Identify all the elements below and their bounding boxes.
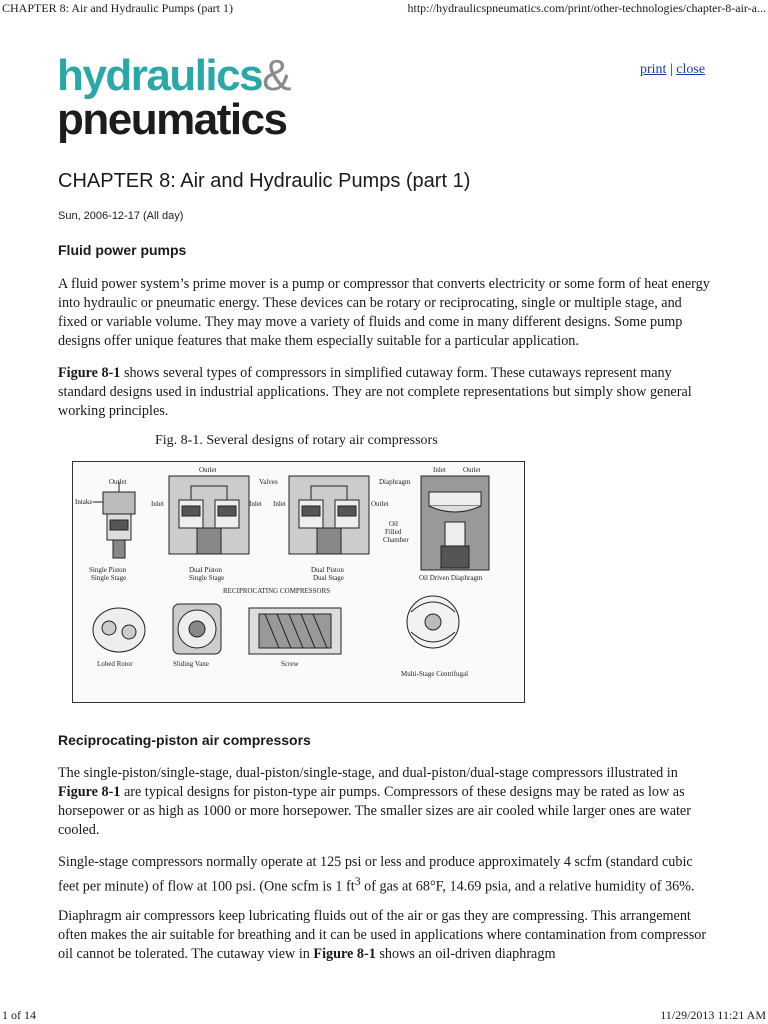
section-heading-fluid-power: Fluid power pumps — [58, 242, 187, 258]
action-separator: | — [669, 62, 673, 77]
label-reciprocating-compressors: RECIPROCATING COMPRESSORS — [223, 587, 331, 595]
label-oil: Oil — [389, 520, 398, 528]
logo-line-2: pneumatics — [57, 95, 287, 144]
sliding-vane — [173, 604, 221, 654]
screw-compressor — [249, 608, 341, 654]
figure-ref: Figure 8-1 — [313, 946, 376, 962]
paragraph-2: Figure 8-1 shows several types of compressors in simplified cutaway form. These cutaways represent many standard designs used in industrial applications. They are not complete representations but simply show general working principles. — [58, 365, 692, 419]
label-sliding-vane: Sliding Vane — [173, 660, 209, 668]
label-multistage-centrifugal: Multi-Stage Centrifugal — [401, 670, 469, 678]
page-actions — [640, 62, 705, 78]
figure-caption: Fig. 8-1. Several designs of rotary air compressors — [155, 433, 438, 448]
label-diaphragm: Diaphragm — [379, 478, 411, 486]
close-link[interactable]: close — [676, 62, 706, 77]
figure-8-1 — [72, 461, 525, 703]
article-date: Sun, 2006-12-17 (All day) — [58, 210, 184, 222]
page-count: 1 of 14 — [2, 1008, 36, 1022]
dual-piston-single-stage — [169, 476, 249, 554]
paragraph-4: Single-stage compressors normally operate at 125 psi or less and produce approximately 4 scfm (standard cubic feet per minute) of flow at 100 psi. (One scfm is 1 $ft^3$ of gas at 68°F, 14.69 psia, and a relative humidity of 36%. — [58, 854, 695, 895]
multistage-centrifugal — [407, 596, 459, 648]
logo-ampersand: & — [262, 51, 290, 100]
figure-ref: Figure 8-1 — [58, 365, 121, 381]
label-screw: Screw — [281, 660, 299, 668]
paragraph-1: A fluid power system’s prime mover is a pump or compressor that converts electricity or some form of heat energy into hydraulic or pneumatic energy. These devices can be rotary or reciprocating, single or multiple stage, and fixed or variable volume. They may move a variety of fluids and come in many different designs. Some pump designs offer unique features that make them especially suitable for a particular application. — [58, 276, 710, 349]
label-single-stage-1: Single Stage — [91, 574, 127, 582]
print-header — [0, 0, 768, 16]
label-inlet-2b: Inlet — [249, 500, 262, 508]
article-title: CHAPTER 8: Air and Hydraulic Pumps (part 1) — [58, 170, 471, 192]
dual-piston-dual-stage — [289, 476, 369, 554]
print-footer — [0, 1006, 768, 1024]
label-lobed-rotor: Lobed Rotor — [97, 660, 133, 668]
section-heading-reciprocating: Reciprocating-piston air compressors — [58, 732, 311, 748]
print-datetime: 11/29/2013 11:21 AM — [660, 1008, 766, 1022]
label-outlet-3: Outlet — [371, 500, 389, 508]
logo-line-1: hydraulics& — [57, 51, 290, 100]
label-outlet-4: Outlet — [463, 466, 481, 474]
label-intake: Intake — [75, 498, 93, 506]
label-inlet-4: Inlet — [433, 466, 446, 474]
page-url: http://hydraulicspneumatics.com/print/other-technologies/chapter-8-air-a... — [407, 1, 766, 15]
figure-ref: Figure 8-1 — [58, 784, 121, 800]
label-dual-stage: Dual Stage — [313, 574, 344, 582]
paragraph-5: Diaphragm air compressors keep lubricating fluids out of the air or gas they are compressing. This arrangement often makes the air suitable for breathing and it can be used in applications where contamination from compressor oil cannot be tolerated. The cutaway view in Figure 8-1 shows an oil-driven diaphragm — [58, 908, 707, 962]
label-dual-piston-2: Dual Piston — [311, 566, 344, 574]
paragraph-3: The single-piston/single-stage, dual-piston/single-stage, and dual-piston/dual-stage compressors illustrated in Figure 8-1 are typical designs for piston-type air pumps. Compressors of these designs may be rated as low as horsepower or as high as 1000 or more horsepower. The smaller sizes are air cooled while larger ones are water cooled. — [58, 765, 691, 838]
label-filled: Filled — [385, 528, 402, 536]
label-single-stage-2: Single Stage — [189, 574, 225, 582]
label-outlet-2: Outlet — [199, 466, 217, 474]
lobed-rotor — [93, 608, 145, 652]
label-dual-piston-1: Dual Piston — [189, 566, 222, 574]
label-single-piston: Single Piston — [89, 566, 127, 574]
label-outlet-1: Outlet — [109, 478, 127, 486]
site-logo[interactable] — [57, 53, 292, 149]
single-piston-compressor — [93, 482, 135, 558]
label-chamber: Chamber — [383, 536, 409, 544]
label-oil-driven-diaphragm: Oil Driven Diaphragm — [419, 574, 483, 582]
label-valves: Valves — [259, 478, 278, 486]
label-inlet-3: Inlet — [273, 500, 286, 508]
print-link[interactable]: print — [640, 62, 667, 77]
superscript-3: 3 — [354, 874, 361, 888]
label-inlet-2: Inlet — [151, 500, 164, 508]
page-title-header: CHAPTER 8: Air and Hydraulic Pumps (part 1) — [2, 1, 233, 15]
oil-driven-diaphragm — [421, 476, 489, 570]
